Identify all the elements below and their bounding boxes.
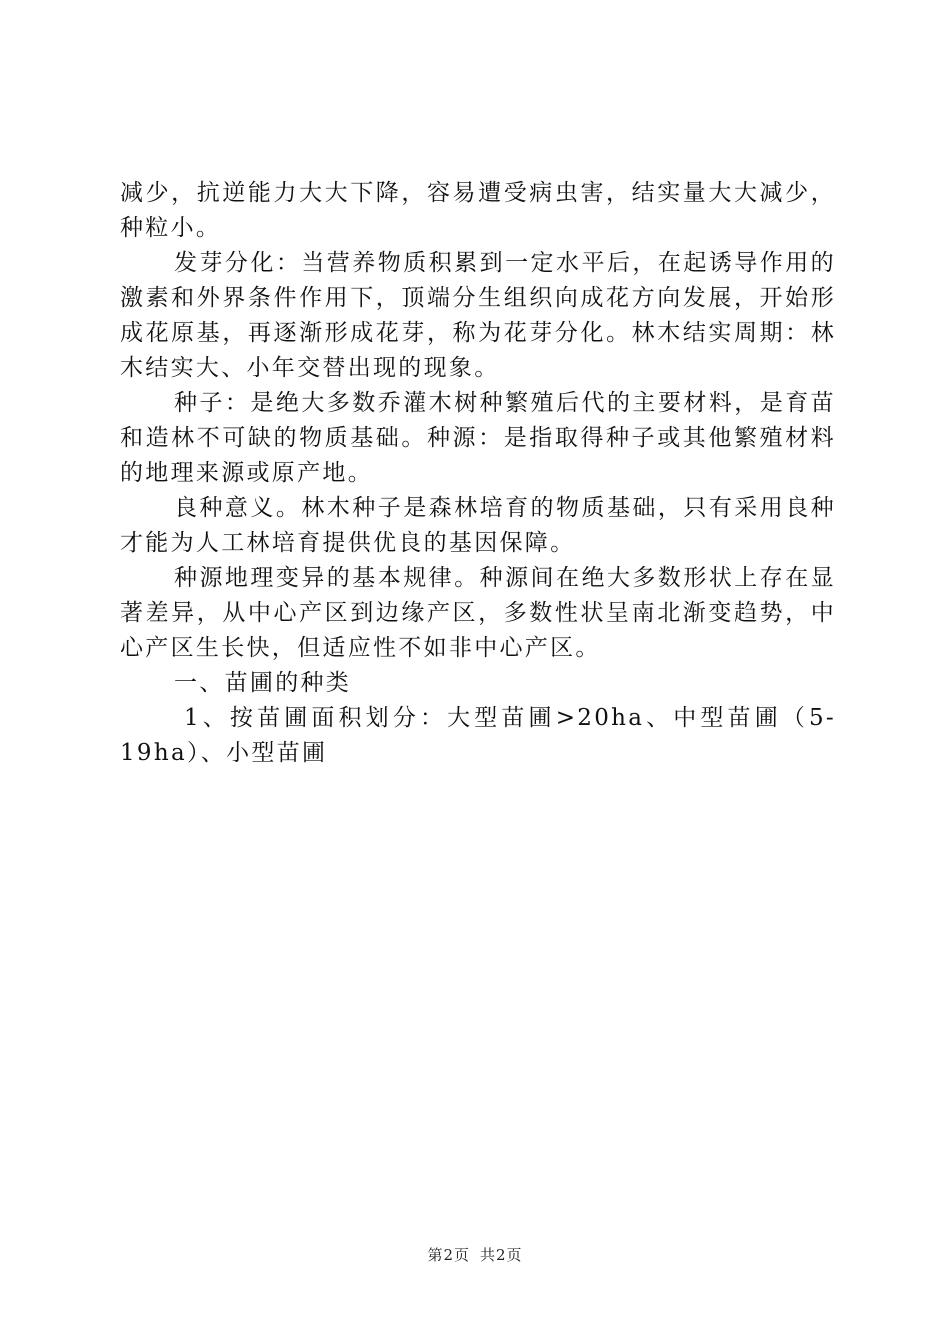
page-footer (0, 1244, 950, 1265)
section-heading-nursery-types: 一、苗圃的种类 (174, 670, 352, 696)
paragraph-nursery-area-classification: 1、按苗圃面积划分：大型苗圃>20ha、中型苗圃（5-19ha）、小型苗圃 (120, 705, 836, 766)
page-total: 共2页 (480, 1246, 523, 1264)
paragraph-improved-variety: 良种意义。林木种子是森林培育的物质基础，只有采用良种才能为人工林培育提供优良的基因保障。 (120, 495, 836, 556)
paragraph-continuation: 减少，抗逆能力大大下降，容易遭受病虫害，结实量大大减少，种粒小。 (120, 180, 836, 241)
paragraph-provenance-variation: 种源地理变异的基本规律。种源间在绝大多数形状上存在显著差异，从中心产区到边缘产区，多数性状呈南北渐变趋势，中心产区生长快，但适应性不如非中心产区。 (120, 565, 836, 661)
paragraph-seed-definition: 种子：是绝大多数乔灌木树种繁殖后代的主要材料，是育苗和造林不可缺的物质基础。种源：是指取得种子或其他繁殖材料的地理来源或原产地。 (120, 390, 836, 486)
paragraph-bud-differentiation: 发芽分化：当营养物质积累到一定水平后，在起诱导作用的激素和外界条件作用下，顶端分生组织向成花方向发展，开始形成花原基，再逐渐形成花芽，称为花芽分化。林木结实周期：林木结实大、小年交替出现的现象。 (120, 250, 836, 381)
document-body (120, 176, 836, 771)
page-number: 第2页 (427, 1246, 470, 1264)
